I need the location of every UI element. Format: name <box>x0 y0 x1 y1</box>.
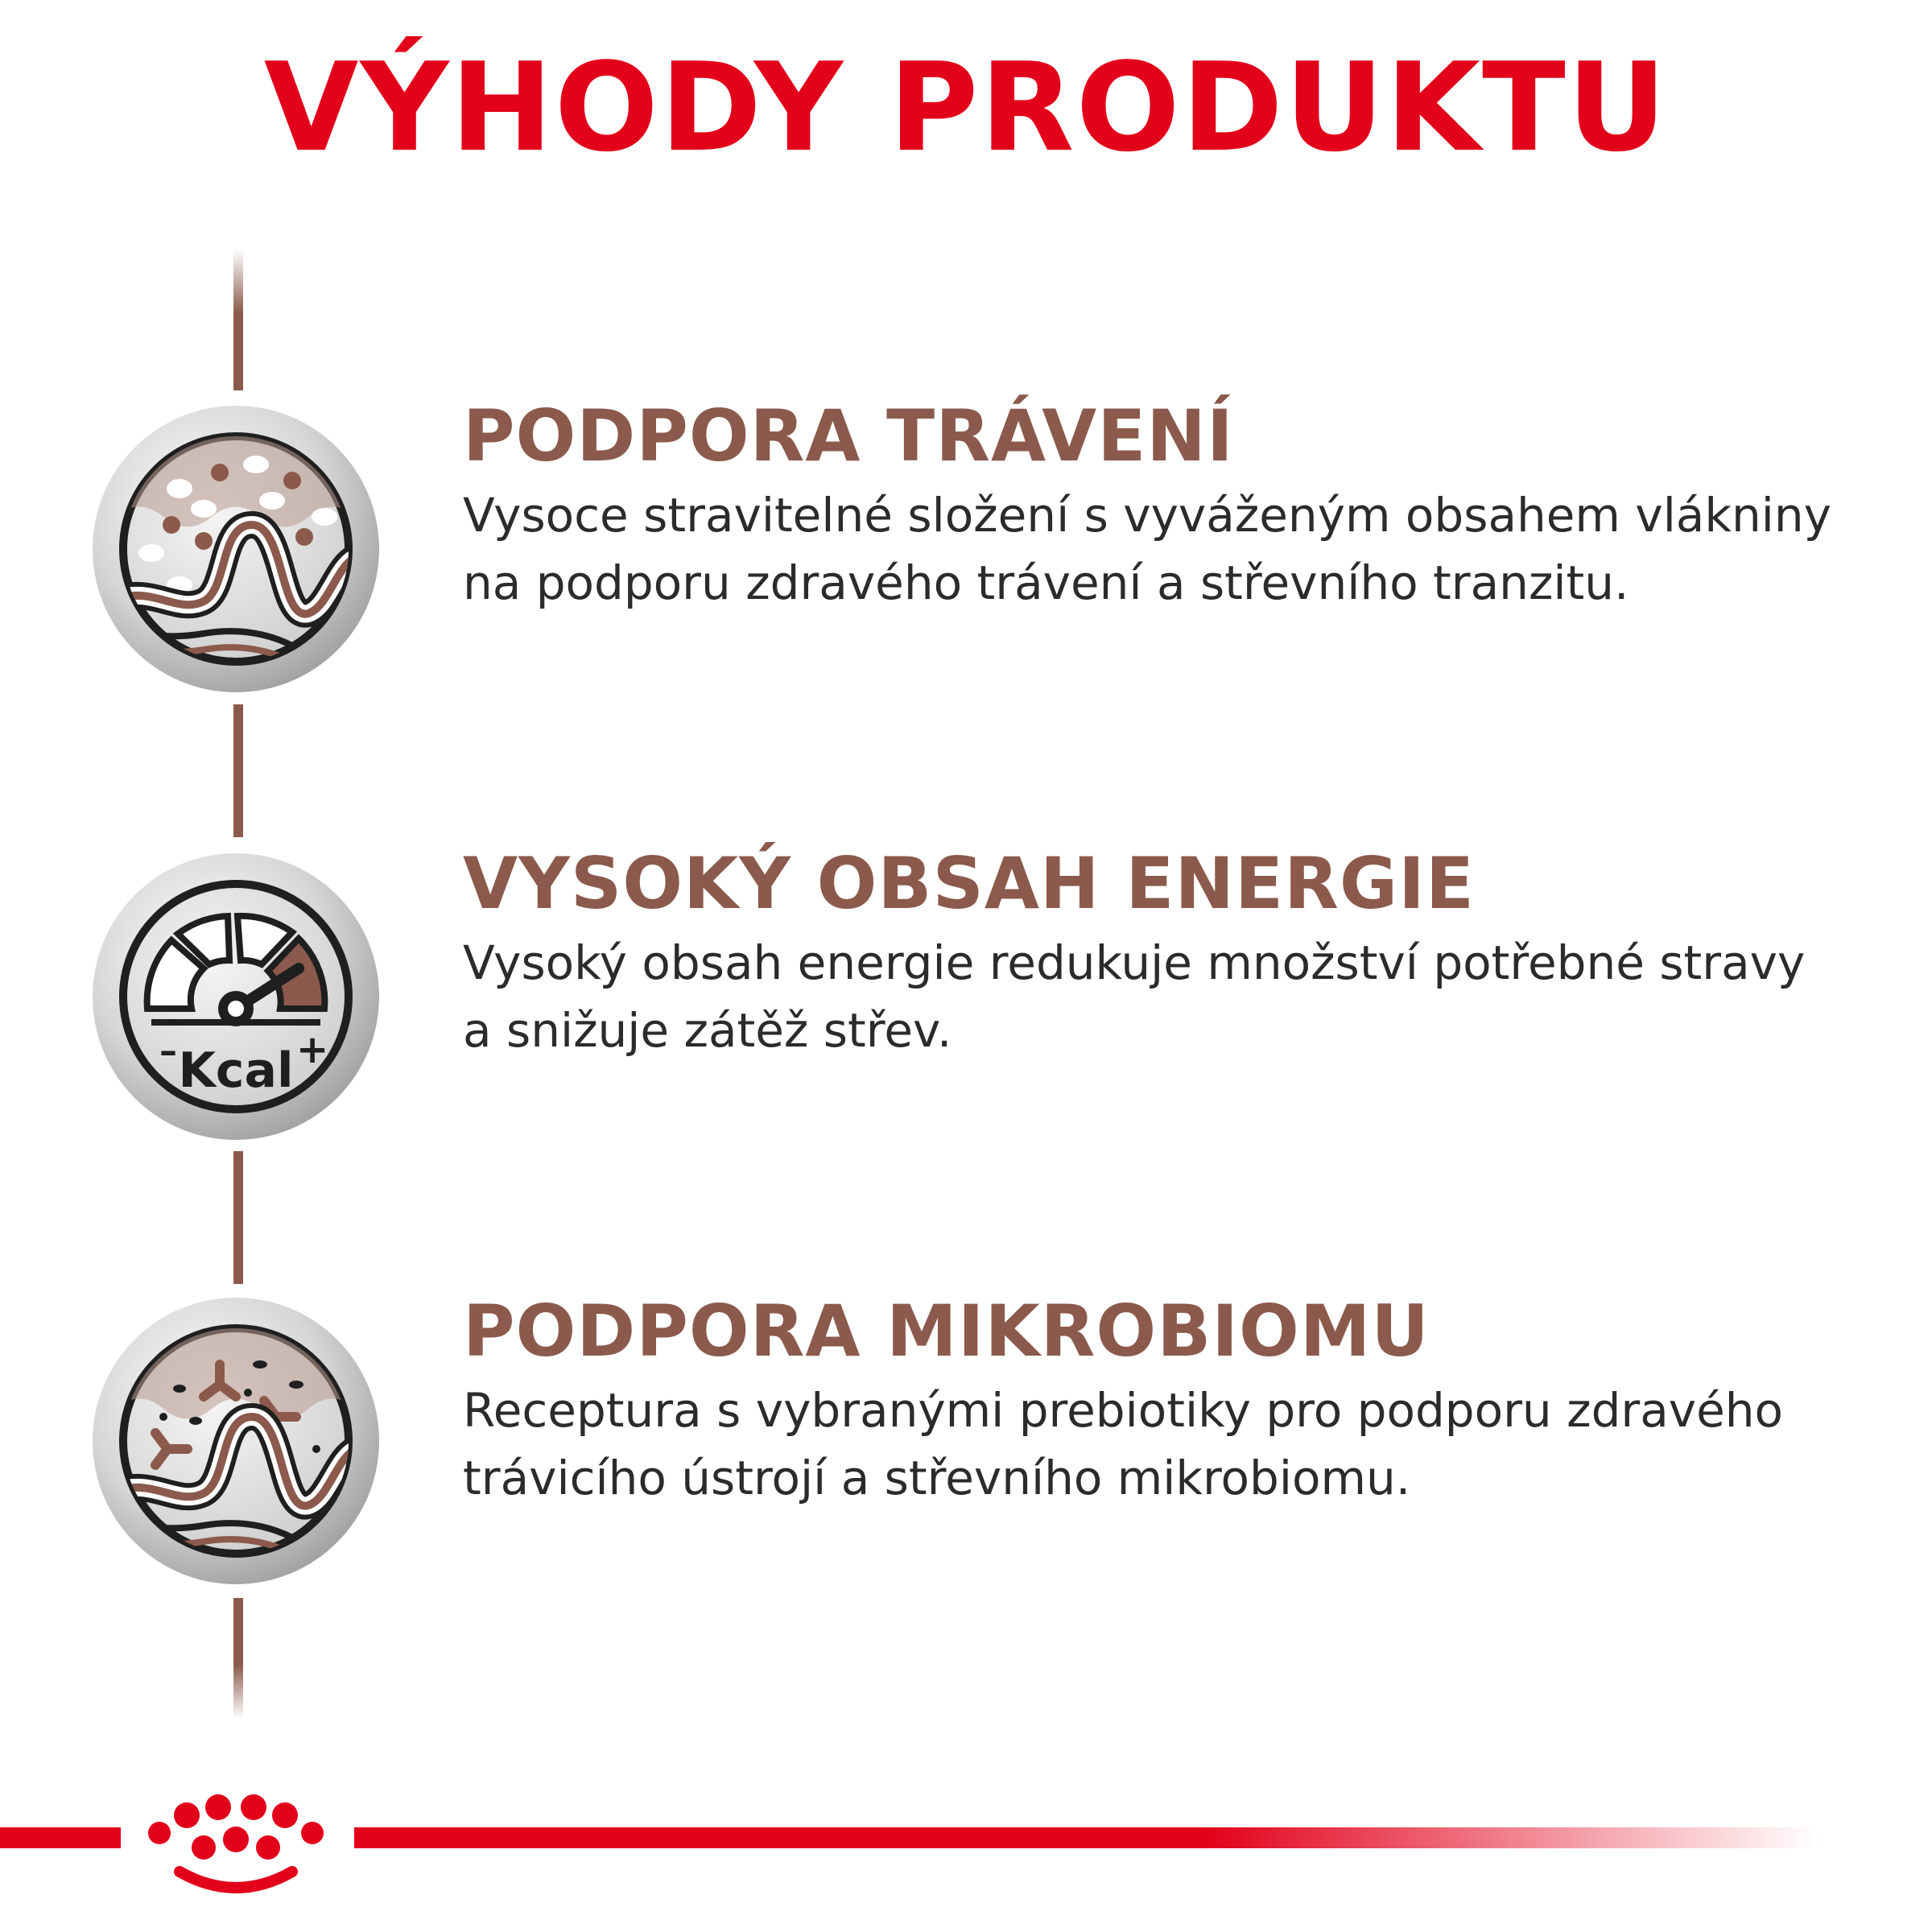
badge-digestion <box>91 404 381 694</box>
page-title: VÝHODY PRODUKTU <box>263 36 1669 179</box>
benefit-description-line: Vysoký obsah energie redukuje množství potřebné stravy <box>463 935 1806 990</box>
benefit-description-line: Vysoce stravitelné složení s vyváženým obsahem vlákniny <box>463 488 1831 543</box>
crown-logo-icon <box>135 1783 336 1912</box>
badge-microbiome <box>91 1296 381 1586</box>
benefit-title: PODPORA TRÁVENÍ <box>463 394 1234 477</box>
timeline-segment <box>233 704 243 837</box>
gauge-minus-label: – <box>159 1030 177 1071</box>
benefit-description-line: Receptura s vybranými prebiotiky pro podporu zdravého <box>463 1383 1784 1438</box>
benefit-description-line: a snižuje zátěž střev. <box>463 1003 952 1058</box>
benefit-title: PODPORA MIKROBIOMU <box>463 1290 1430 1373</box>
microbiome-icon <box>91 1296 381 1586</box>
benefit-description-line: na podporu zdravého trávení a střevního tranzitu. <box>463 555 1629 610</box>
kcal-gauge-icon <box>91 852 381 1141</box>
timeline-segment <box>233 1151 243 1284</box>
digestion-icon <box>91 404 381 694</box>
footer-rule-right <box>354 1827 1819 1848</box>
benefit-title: VYSOKÝ OBSAH ENERGIE <box>463 842 1475 925</box>
footer-rule-left <box>0 1827 121 1848</box>
benefit-description-line: trávicího ústrojí a střevního mikrobiomu. <box>463 1451 1411 1505</box>
gauge-unit-label: Kcal <box>178 1042 294 1099</box>
timeline-segment <box>233 250 243 390</box>
badge-energy <box>91 852 381 1141</box>
timeline-segment <box>233 1598 243 1719</box>
gauge-plus-label: + <box>296 1027 329 1072</box>
